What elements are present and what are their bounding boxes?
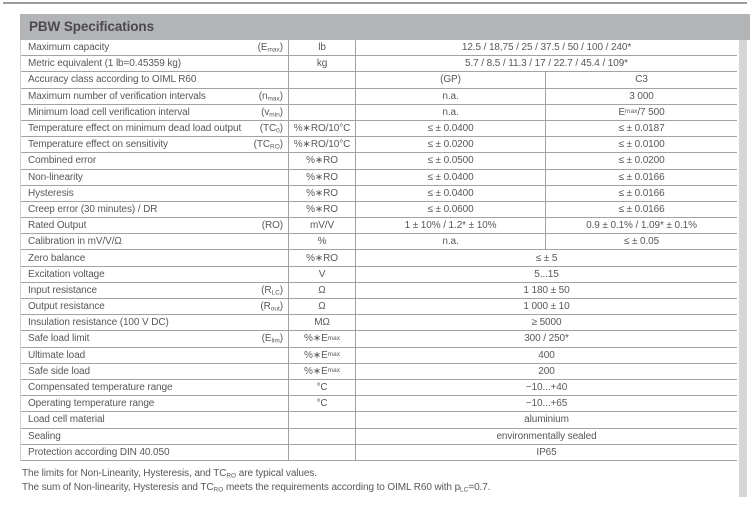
param-value: aluminium — [524, 414, 569, 426]
param-value-gp: ≤ ± 0.0500 — [356, 153, 546, 168]
param-value-c3: ≤ ± 0.05 — [623, 236, 660, 248]
table-row — [21, 283, 737, 299]
param-unit: %∗RO — [289, 170, 356, 185]
param-symbol: $(TC_{RO})$ — [253, 139, 283, 151]
param-unit: %∗RO/10°C — [289, 121, 356, 136]
param-label: Protection according DIN 40.050 — [28, 446, 170, 458]
top-rule — [3, 2, 747, 4]
table-row — [21, 153, 737, 169]
table-row — [21, 202, 737, 218]
param-name-cell — [21, 218, 289, 233]
param-value-gp: ≤ ± 0.0200 — [356, 137, 546, 152]
param-value: 400 — [538, 349, 555, 361]
param-label: Metric equivalent (1 lb=0.45359 kg) — [28, 58, 181, 70]
param-symbol: (RO) — [261, 220, 283, 232]
param-label: Zero balance — [28, 252, 86, 264]
param-label: Load cell material — [28, 414, 105, 426]
param-name-cell — [21, 396, 289, 411]
param-name-cell — [21, 315, 289, 330]
param-value: IP65 — [536, 446, 557, 458]
param-name-cell — [21, 250, 289, 265]
param-value: −10...+65 — [525, 398, 568, 410]
table-row — [21, 331, 737, 347]
param-label: Maximum capacity — [28, 42, 110, 54]
param-value: 12.5 / 18,75 / 25 / 37.5 / 50 / 100 / 240* — [461, 42, 632, 54]
param-unit — [289, 412, 356, 427]
param-symbol: $(R_{out})$ — [260, 301, 283, 313]
footnote-line: The sum of Non-linearity, Hysteresis and $TC_{RO}$ meets the requirements according to OIML R60 with $p_{LC}=0.7$. — [22, 481, 491, 493]
table-row — [21, 89, 737, 105]
param-unit — [289, 89, 356, 104]
param-name-cell — [21, 445, 289, 460]
param-name-cell — [21, 283, 289, 298]
param-label: Safe load limit — [28, 333, 90, 345]
param-value: −10...+40 — [525, 382, 568, 394]
param-name-cell — [21, 348, 289, 363]
param-name-cell — [21, 380, 289, 395]
param-label: Ultimate load — [28, 349, 86, 361]
param-value-c3: 3 000 — [629, 90, 654, 102]
param-label: Accuracy class according to OIML R60 — [28, 74, 197, 86]
table-row — [21, 170, 737, 186]
param-label: Safe side load — [28, 365, 90, 377]
table-row — [21, 234, 737, 250]
table-row — [21, 396, 737, 412]
param-label: Temperature effect on sensitivity — [28, 139, 168, 151]
param-unit: V — [289, 267, 356, 282]
param-name-cell — [21, 72, 289, 87]
param-label: Creep error (30 minutes) / DR — [28, 203, 158, 215]
param-name-cell — [21, 121, 289, 136]
param-value: ≤ ± 5 — [535, 252, 558, 264]
param-label: Output resistance — [28, 301, 105, 313]
param-name-cell — [21, 89, 289, 104]
spec-table — [20, 40, 737, 461]
param-unit — [289, 445, 356, 460]
table-row — [21, 445, 737, 461]
table-row — [21, 40, 737, 56]
table-row — [21, 299, 737, 315]
param-value-gp: ≤ ± 0.0400 — [356, 186, 546, 201]
param-value: 5...15 — [534, 268, 559, 280]
param-label: Hysteresis — [28, 187, 74, 199]
param-unit: %∗RO — [289, 250, 356, 265]
table-row — [21, 121, 737, 137]
param-label: Non-linearity — [28, 171, 83, 183]
param-value-c3: ≤ ± 0.0166 — [618, 203, 665, 215]
table-row — [21, 267, 737, 283]
param-unit: %∗RO/10°C — [289, 137, 356, 152]
param-name-cell — [21, 202, 289, 217]
param-symbol: $(n_{max})$ — [258, 90, 283, 103]
param-value-c3: C3 — [635, 74, 648, 86]
param-value: environmentally sealed — [496, 430, 597, 442]
param-value-gp: n.a. — [356, 234, 546, 249]
param-unit — [289, 72, 356, 87]
table-title: PBW Specifications — [20, 14, 750, 40]
param-label: Minimum load cell verification interval — [28, 106, 190, 118]
param-unit: %∗E max — [289, 331, 356, 346]
param-unit: °C — [289, 396, 356, 411]
table-row — [21, 380, 737, 396]
table-row — [21, 315, 737, 331]
param-name-cell — [21, 170, 289, 185]
param-unit: MΩ — [289, 315, 356, 330]
param-unit: %∗RO — [289, 186, 356, 201]
table-row — [21, 429, 737, 445]
param-symbol: $(v_{min})$ — [261, 106, 283, 119]
param-unit: %∗E max — [289, 348, 356, 363]
param-symbol: $(TC_0)$ — [259, 123, 283, 135]
table-row — [21, 72, 737, 88]
param-value-gp: n.a. — [356, 105, 546, 120]
param-value: 5.7 / 8.5 / 11.3 / 17 / 22.7 / 45.4 / 109* — [465, 58, 628, 70]
param-value-c3: E max /7 500 — [618, 106, 665, 118]
param-name-cell — [21, 267, 289, 282]
param-name-cell — [21, 331, 289, 346]
param-symbol: $(E_{lim})$ — [261, 333, 283, 345]
param-unit: mV/V — [289, 218, 356, 233]
table-row — [21, 137, 737, 153]
param-label: Combined error — [28, 155, 97, 167]
param-value: 1 180 ± 50 — [523, 284, 570, 296]
param-value-c3: ≤ ± 0.0166 — [618, 187, 665, 199]
param-value-gp: 1 ± 10% / 1.2* ± 10% — [356, 218, 546, 233]
param-symbol: $(R_{LC})$ — [261, 284, 283, 297]
param-unit: lb — [289, 40, 356, 55]
param-value-gp: ≤ ± 0.0600 — [356, 202, 546, 217]
table-row — [21, 56, 737, 72]
param-name-cell — [21, 412, 289, 427]
param-unit: %∗RO — [289, 202, 356, 217]
param-value-gp: ≤ ± 0.0400 — [356, 170, 546, 185]
param-unit: %∗RO — [289, 153, 356, 168]
param-unit: Ω — [289, 299, 356, 314]
param-label: Calibration in mV/V/Ω — [28, 236, 122, 248]
table-row — [21, 364, 737, 380]
param-unit: %∗E max — [289, 364, 356, 379]
param-value-gp: (GP) — [356, 72, 546, 87]
param-value: 200 — [538, 365, 555, 377]
param-value: 300 / 250* — [524, 333, 569, 345]
param-name-cell — [21, 186, 289, 201]
table-row — [21, 348, 737, 364]
param-label: Rated Output — [28, 220, 87, 232]
table-row — [21, 412, 737, 428]
param-value-gp: n.a. — [356, 89, 546, 104]
param-label: Operating temperature range — [28, 398, 155, 410]
param-label: Maximum number of verification intervals — [28, 90, 206, 102]
param-name-cell — [21, 234, 289, 249]
param-value-c3: ≤ ± 0.0100 — [618, 139, 665, 151]
param-unit — [289, 105, 356, 120]
param-unit — [289, 429, 356, 444]
footnotes — [22, 467, 490, 494]
param-value-c3: ≤ ± 0.0187 — [618, 123, 665, 135]
param-name-cell — [21, 137, 289, 152]
param-name-cell — [21, 105, 289, 120]
param-unit: °C — [289, 380, 356, 395]
param-label: Excitation voltage — [28, 268, 105, 280]
param-name-cell — [21, 153, 289, 168]
param-label: Compensated temperature range — [28, 382, 173, 394]
param-value: ≥ 5000 — [531, 317, 562, 329]
param-label: Input resistance — [28, 284, 97, 296]
param-unit: kg — [289, 56, 356, 71]
param-label: Temperature effect on minimum dead load output — [28, 123, 242, 135]
param-name-cell — [21, 299, 289, 314]
param-value-c3: ≤ ± 0.0166 — [618, 171, 665, 183]
param-value-c3: 0.9 ± 0.1% / 1.09* ± 0.1% — [586, 220, 697, 232]
param-value-gp: ≤ ± 0.0400 — [356, 121, 546, 136]
param-name-cell — [21, 429, 289, 444]
param-symbol: $(E_{max})$ — [257, 42, 283, 54]
table-row — [21, 186, 737, 202]
page-edge-stripe — [739, 40, 747, 497]
footnote-line: The limits for Non-Linearity, Hysteresis, and $TC_{RO}$ are typical values. — [22, 468, 317, 480]
param-value-c3: ≤ ± 0.0200 — [618, 155, 665, 167]
param-name-cell — [21, 40, 289, 55]
param-name-cell — [21, 364, 289, 379]
param-unit: Ω — [289, 283, 356, 298]
param-label: Sealing — [28, 430, 61, 442]
table-row — [21, 105, 737, 121]
param-value: 1 000 ± 10 — [523, 301, 570, 313]
param-name-cell — [21, 56, 289, 71]
table-row — [21, 250, 737, 266]
param-label: Insulation resistance (100 V DC) — [28, 317, 169, 329]
param-unit: % — [289, 234, 356, 249]
table-row — [21, 218, 737, 234]
